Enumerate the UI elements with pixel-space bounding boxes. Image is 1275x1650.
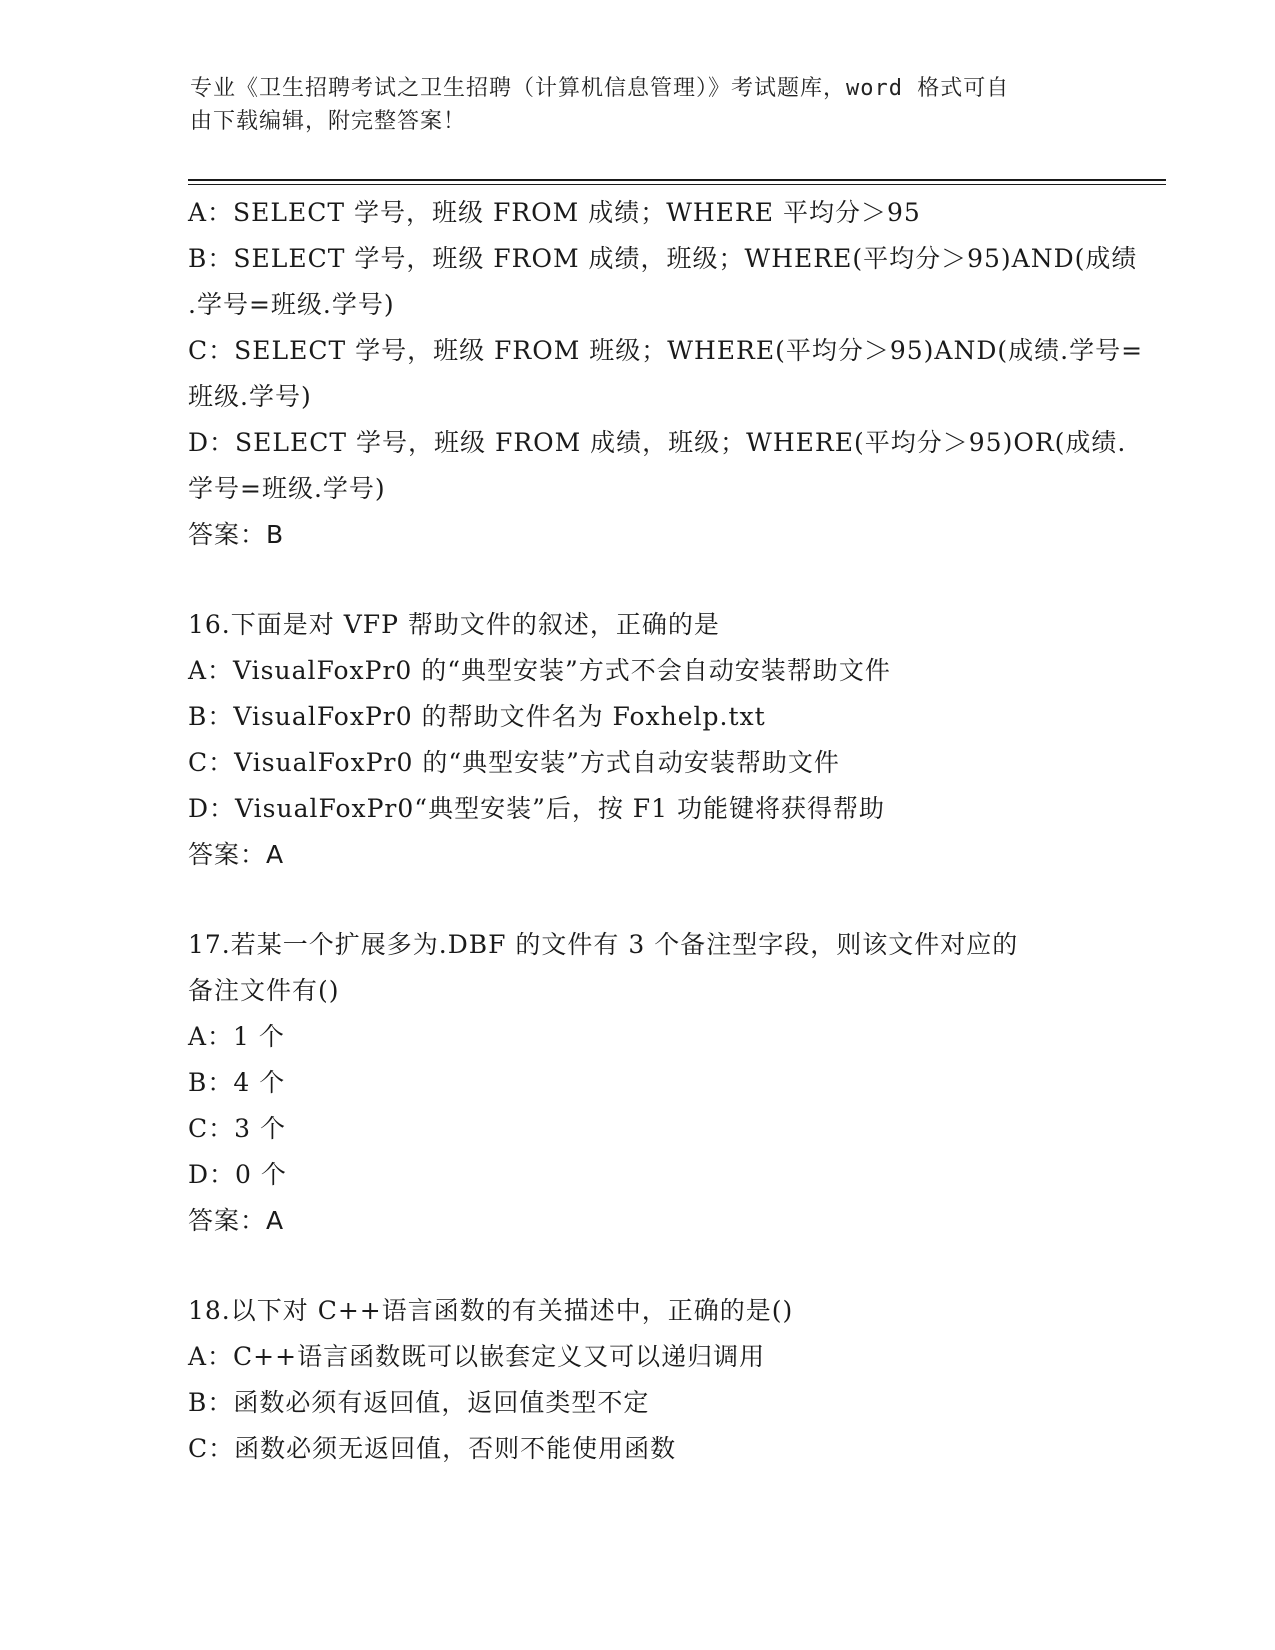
q15-option-b-line1: B：SELECT 学号，班级 FROM 成绩，班级；WHERE(平均分＞95)AND(成绩 [188, 244, 1138, 273]
q16-answer: 答案：A [188, 840, 285, 869]
header-line-1: 专业《卫生招聘考试之卫生招聘（计算机信息管理）》考试题库，word 格式可自 [190, 76, 1010, 101]
document-header [190, 72, 1080, 138]
q16-option-c: C：VisualFoxPr0 的“典型安装”方式自动安装帮助文件 [188, 748, 840, 777]
q15-option-a: A：SELECT 学号，班级 FROM 成绩；WHERE 平均分＞95 [188, 198, 921, 227]
q15-option-b-line2: .学号=班级.学号) [188, 290, 395, 319]
q16-question: 16.下面是对 VFP 帮助文件的叙述，正确的是 [188, 610, 720, 639]
q15-option-c-line1: C：SELECT 学号，班级 FROM 班级；WHERE(平均分＞95)AND(成绩.学号= [188, 336, 1144, 365]
q15-option-d-line1: D：SELECT 学号，班级 FROM 成绩，班级；WHERE(平均分＞95)OR(成绩. [188, 428, 1127, 457]
q17-option-a: A：1 个 [188, 1022, 285, 1051]
spacer [188, 1244, 1088, 1288]
q16-option-a: A：VisualFoxPr0 的“典型安装”方式不会自动安装帮助文件 [188, 656, 891, 685]
document-body [188, 190, 1144, 1472]
q15-option-d-line2: 学号=班级.学号) [188, 474, 386, 503]
q18-option-b: B：函数必须有返回值，返回值类型不定 [188, 1388, 650, 1417]
q15-answer: 答案：B [188, 520, 285, 549]
q16-option-b: B：VisualFoxPr0 的帮助文件名为 Foxhelp.txt [188, 702, 766, 731]
q18-option-a: A：C++语言函数既可以嵌套定义又可以递归调用 [188, 1342, 766, 1371]
q16-option-d: D：VisualFoxPr0“典型安装”后，按 F1 功能键将获得帮助 [188, 794, 886, 823]
q18-question: 18.以下对 C++语言函数的有关描述中，正确的是() [188, 1296, 794, 1325]
question-15-options [188, 190, 1144, 558]
q17-option-d: D：0 个 [188, 1160, 287, 1189]
question-17 [188, 922, 1088, 1244]
question-18 [188, 1288, 1088, 1472]
q17-question-line2: 备注文件有() [188, 976, 340, 1005]
header-rule-thin [188, 184, 1166, 185]
q17-answer: 答案：A [188, 1206, 285, 1235]
spacer [188, 558, 1088, 602]
q17-question-line1: 17.若某一个扩展多为.DBF 的文件有 3 个备注型字段，则该文件对应的 [188, 930, 1019, 959]
question-16 [188, 602, 1088, 878]
q17-option-c: C：3 个 [188, 1114, 286, 1143]
header-rule-thick [188, 179, 1166, 181]
q17-option-b: B：4 个 [188, 1068, 286, 1097]
header-line-2: 由下载编辑，附完整答案！ [190, 109, 467, 134]
q18-option-c: C：函数必须无返回值，否则不能使用函数 [188, 1434, 677, 1463]
q15-option-c-line2: 班级.学号) [188, 382, 312, 411]
spacer [188, 878, 1088, 922]
